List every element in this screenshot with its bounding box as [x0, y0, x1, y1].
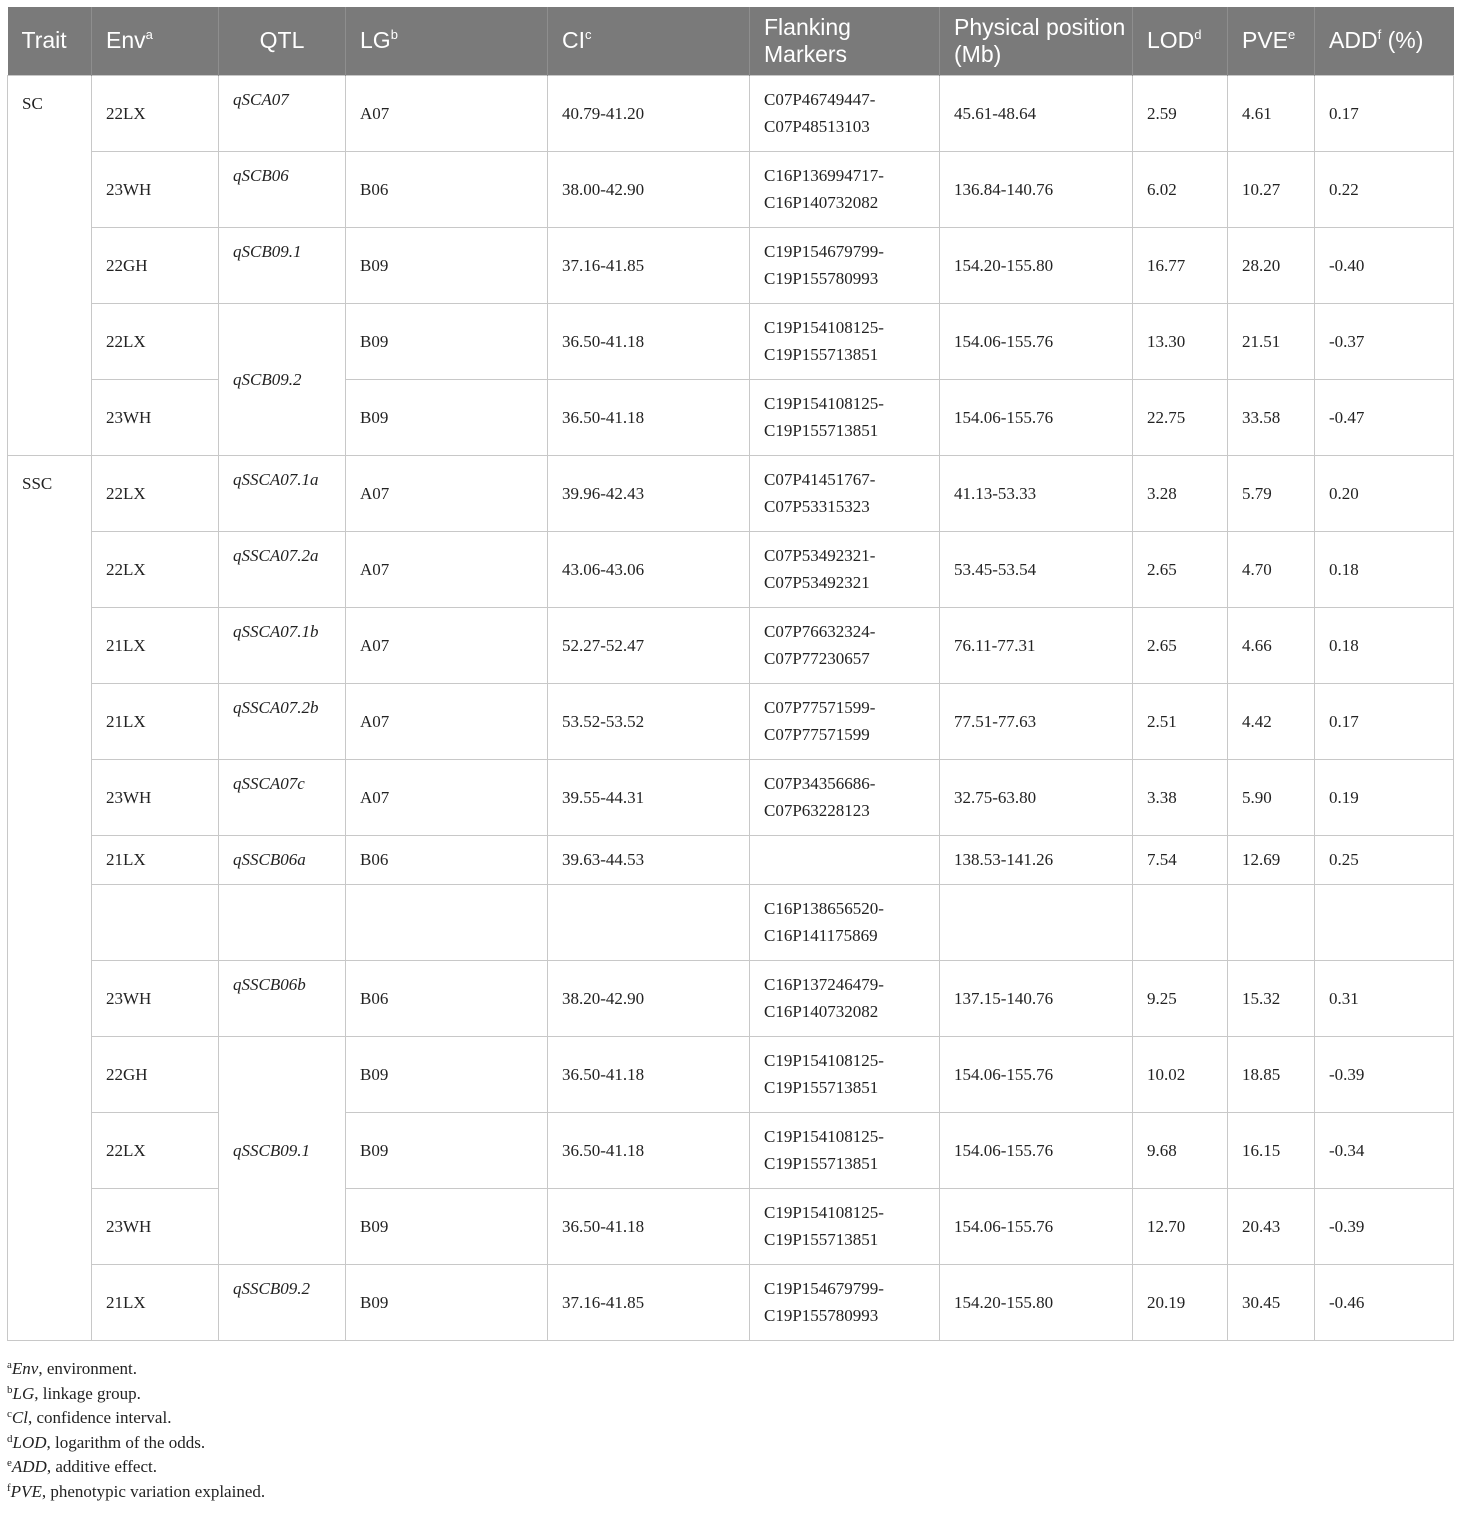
qtl-cell: qSSCA07.1a	[219, 455, 346, 531]
env-cell: 23WH	[92, 151, 219, 227]
footnote: $^a$Env, environment.	[7, 1359, 137, 1378]
qtl-cell: qSSCA07.2a	[219, 531, 346, 607]
position-cell: 45.61-48.64	[940, 75, 1133, 151]
qtl-cell: qSSCA07.1b	[219, 607, 346, 683]
footnote: $^e$ADD, additive effect.	[7, 1457, 157, 1477]
pve-cell	[1228, 884, 1315, 960]
table-row	[8, 531, 1454, 607]
env-cell: 23WH	[92, 759, 219, 835]
position-cell: 154.20-155.80	[940, 1264, 1133, 1340]
header-ci: $CI^c$	[548, 7, 750, 75]
header-lod: LOD$^d$	[1133, 7, 1228, 75]
position-cell: 41.13-53.33	[940, 455, 1133, 531]
env-cell: 22GH	[92, 1036, 219, 1112]
lod-cell	[1133, 884, 1228, 960]
ci-cell: 36.50-41.18	[548, 303, 750, 379]
table-body	[8, 75, 1454, 1340]
table-row	[8, 151, 1454, 227]
lg-cell: B09	[346, 1112, 548, 1188]
pve-cell: 4.66	[1228, 607, 1315, 683]
position-cell: 154.06-155.76	[940, 1112, 1133, 1188]
lod-cell: 3.28	[1133, 455, 1228, 531]
lg-cell: A07	[346, 607, 548, 683]
table-row	[8, 607, 1454, 683]
env-cell: 23WH	[92, 1188, 219, 1264]
markers-cell: C19P154108125- C19P155713851	[750, 379, 940, 455]
env-cell: 22LX	[92, 1112, 219, 1188]
markers-cell: C19P154108125- C19P155713851	[750, 1036, 940, 1112]
lg-cell: B09	[346, 1036, 548, 1112]
ci-cell: 40.79-41.20	[548, 75, 750, 151]
ci-cell: 38.20-42.90	[548, 960, 750, 1036]
ci-cell: 36.50-41.18	[548, 379, 750, 455]
qtl-cell	[219, 884, 346, 960]
qtl-cell: qSSCA07.2b	[219, 683, 346, 759]
env-cell: 23WH	[92, 960, 219, 1036]
lod-cell: 20.19	[1133, 1264, 1228, 1340]
add-cell: -0.40	[1315, 227, 1454, 303]
lg-cell: A07	[346, 683, 548, 759]
qtl-cell: qSCA07	[219, 75, 346, 151]
table-row	[8, 759, 1454, 835]
lg-cell: B09	[346, 303, 548, 379]
lg-cell: B06	[346, 960, 548, 1036]
add-cell: -0.47	[1315, 379, 1454, 455]
add-cell: 0.18	[1315, 531, 1454, 607]
pve-cell: 30.45	[1228, 1264, 1315, 1340]
lg-cell: B09	[346, 379, 548, 455]
lod-cell: 9.68	[1133, 1112, 1228, 1188]
lod-cell: 2.65	[1133, 607, 1228, 683]
lg-cell: B09	[346, 227, 548, 303]
table-row	[8, 884, 1454, 960]
lg-cell: A07	[346, 75, 548, 151]
env-cell: 23WH	[92, 379, 219, 455]
ci-cell: 36.50-41.18	[548, 1036, 750, 1112]
markers-cell: C19P154679799- C19P155780993	[750, 1264, 940, 1340]
table-row	[8, 227, 1454, 303]
add-cell: 0.19	[1315, 759, 1454, 835]
markers-cell	[750, 835, 940, 884]
markers-cell: C19P154108125- C19P155713851	[750, 1112, 940, 1188]
add-cell: -0.46	[1315, 1264, 1454, 1340]
ci-cell: 36.50-41.18	[548, 1112, 750, 1188]
markers-cell: C07P41451767- C07P53315323	[750, 455, 940, 531]
qtl-cell: qSSCB09.1	[219, 1036, 346, 1264]
lod-cell: 7.54	[1133, 835, 1228, 884]
add-cell: 0.31	[1315, 960, 1454, 1036]
qtl-cell: qSSCB06b	[219, 960, 346, 1036]
lod-cell: 10.02	[1133, 1036, 1228, 1112]
env-cell: 22GH	[92, 227, 219, 303]
markers-cell: C07P76632324- C07P77230657	[750, 607, 940, 683]
env-cell: 22LX	[92, 75, 219, 151]
markers-cell: C19P154679799- C19P155780993	[750, 227, 940, 303]
footnote: $^f$PVE, phenotypic variation explained.	[7, 1481, 266, 1501]
env-cell: 21LX	[92, 683, 219, 759]
lg-cell: A07	[346, 531, 548, 607]
add-cell: 0.18	[1315, 607, 1454, 683]
header-lg: $LG^b$	[346, 7, 548, 75]
add-cell: -0.39	[1315, 1188, 1454, 1264]
lg-cell: A07	[346, 455, 548, 531]
add-cell: -0.34	[1315, 1112, 1454, 1188]
position-cell	[940, 884, 1133, 960]
markers-cell: C07P53492321- C07P53492321	[750, 531, 940, 607]
table-header	[8, 7, 1454, 75]
add-cell: 0.17	[1315, 75, 1454, 151]
lod-cell: 2.59	[1133, 75, 1228, 151]
env-cell: 21LX	[92, 835, 219, 884]
position-cell: 154.06-155.76	[940, 303, 1133, 379]
markers-cell: C19P154108125- C19P155713851	[750, 303, 940, 379]
ci-cell	[548, 884, 750, 960]
ci-cell: 37.16-41.85	[548, 1264, 750, 1340]
lod-cell: 2.51	[1133, 683, 1228, 759]
footnote: $^c$Cl, confidence interval.	[7, 1408, 172, 1428]
add-cell	[1315, 884, 1454, 960]
pve-cell: 28.20	[1228, 227, 1315, 303]
pve-cell: 4.42	[1228, 683, 1315, 759]
pve-cell: 10.27	[1228, 151, 1315, 227]
lod-cell: 22.75	[1133, 379, 1228, 455]
lod-cell: 2.65	[1133, 531, 1228, 607]
table-row	[8, 75, 1454, 151]
pve-cell: 5.79	[1228, 455, 1315, 531]
trait-cell-sc: SC	[8, 75, 92, 455]
table-row	[8, 455, 1454, 531]
ci-cell: 37.16-41.85	[548, 227, 750, 303]
env-cell: 22LX	[92, 455, 219, 531]
table-row	[8, 960, 1454, 1036]
trait-cell-ssc: SSC	[8, 455, 92, 1340]
ci-cell: 39.55-44.31	[548, 759, 750, 835]
table-row	[8, 1264, 1454, 1340]
position-cell: 154.20-155.80	[940, 227, 1133, 303]
qtl-cell: qSCB06	[219, 151, 346, 227]
ci-cell: 36.50-41.18	[548, 1188, 750, 1264]
position-cell: 32.75-63.80	[940, 759, 1133, 835]
markers-cell: C16P138656520- C16P141175869	[750, 884, 940, 960]
pve-cell: 16.15	[1228, 1112, 1315, 1188]
footnote: $^d$LOD, logarithm of the odds.	[7, 1432, 206, 1452]
footnote: $^b$LG, linkage group.	[7, 1383, 141, 1403]
qtl-cell: qSCB09.1	[219, 227, 346, 303]
position-cell: 53.45-53.54	[940, 531, 1133, 607]
qtl-cell: qSCB09.2	[219, 303, 346, 455]
markers-cell: C07P34356686- C07P63228123	[750, 759, 940, 835]
env-cell: 22LX	[92, 531, 219, 607]
position-cell: 154.06-155.76	[940, 1036, 1133, 1112]
pve-cell: 15.32	[1228, 960, 1315, 1036]
add-cell: -0.39	[1315, 1036, 1454, 1112]
lod-cell: 6.02	[1133, 151, 1228, 227]
position-cell: 154.06-155.76	[940, 1188, 1133, 1264]
pve-cell: 20.43	[1228, 1188, 1315, 1264]
qtl-cell: qSSCB06a	[219, 835, 346, 884]
footnotes	[7, 1357, 265, 1505]
table-row	[8, 835, 1454, 884]
markers-cell: C19P154108125- C19P155713851	[750, 1188, 940, 1264]
pve-cell: 4.70	[1228, 531, 1315, 607]
lod-cell: 12.70	[1133, 1188, 1228, 1264]
ci-cell: 52.27-52.47	[548, 607, 750, 683]
position-cell: 138.53-141.26	[940, 835, 1133, 884]
ci-cell: 39.96-42.43	[548, 455, 750, 531]
lg-cell	[346, 884, 548, 960]
pve-cell: 33.58	[1228, 379, 1315, 455]
table-row	[8, 1036, 1454, 1112]
add-cell: -0.37	[1315, 303, 1454, 379]
markers-cell: C07P77571599- C07P77571599	[750, 683, 940, 759]
ci-cell: 39.63-44.53	[548, 835, 750, 884]
position-cell: 77.51-77.63	[940, 683, 1133, 759]
lod-cell: 16.77	[1133, 227, 1228, 303]
ci-cell: 38.00-42.90	[548, 151, 750, 227]
env-cell: 22LX	[92, 303, 219, 379]
lg-cell: B09	[346, 1188, 548, 1264]
qtl-cell: qSSCB09.2	[219, 1264, 346, 1340]
header-trait: Trait	[8, 7, 92, 75]
position-cell: 76.11-77.31	[940, 607, 1133, 683]
header-env: Env$^a$	[92, 7, 219, 75]
table-row	[8, 683, 1454, 759]
pve-cell: 18.85	[1228, 1036, 1315, 1112]
qtl-cell: qSSCA07c	[219, 759, 346, 835]
lg-cell: B09	[346, 1264, 548, 1340]
qtl-table-container	[7, 7, 1453, 1341]
lg-cell: B06	[346, 835, 548, 884]
position-cell: 136.84-140.76	[940, 151, 1133, 227]
lod-cell: 9.25	[1133, 960, 1228, 1036]
header-qtl: QTL	[219, 7, 346, 75]
pve-cell: 12.69	[1228, 835, 1315, 884]
markers-cell: C16P136994717- C16P140732082	[750, 151, 940, 227]
lod-cell: 3.38	[1133, 759, 1228, 835]
position-cell: 137.15-140.76	[940, 960, 1133, 1036]
lod-cell: 13.30	[1133, 303, 1228, 379]
header-physical-position: Physical position (Mb)	[940, 7, 1133, 75]
lg-cell: A07	[346, 759, 548, 835]
env-cell	[92, 884, 219, 960]
markers-cell: C16P137246479- C16P140732082	[750, 960, 940, 1036]
lg-cell: B06	[346, 151, 548, 227]
qtl-table	[7, 7, 1454, 1341]
table-row	[8, 303, 1454, 379]
pve-cell: 21.51	[1228, 303, 1315, 379]
pve-cell: 4.61	[1228, 75, 1315, 151]
ci-cell: 53.52-53.52	[548, 683, 750, 759]
env-cell: 21LX	[92, 607, 219, 683]
position-cell: 154.06-155.76	[940, 379, 1133, 455]
add-cell: 0.25	[1315, 835, 1454, 884]
header-add: ADD$^f$ (%)	[1315, 7, 1454, 75]
ci-cell: 43.06-43.06	[548, 531, 750, 607]
add-cell: 0.17	[1315, 683, 1454, 759]
add-cell: 0.20	[1315, 455, 1454, 531]
header-flanking-markers: Flanking Markers	[750, 7, 940, 75]
env-cell: 21LX	[92, 1264, 219, 1340]
header-pve: PVE$^e$	[1228, 7, 1315, 75]
markers-cell: C07P46749447- C07P48513103	[750, 75, 940, 151]
pve-cell: 5.90	[1228, 759, 1315, 835]
add-cell: 0.22	[1315, 151, 1454, 227]
